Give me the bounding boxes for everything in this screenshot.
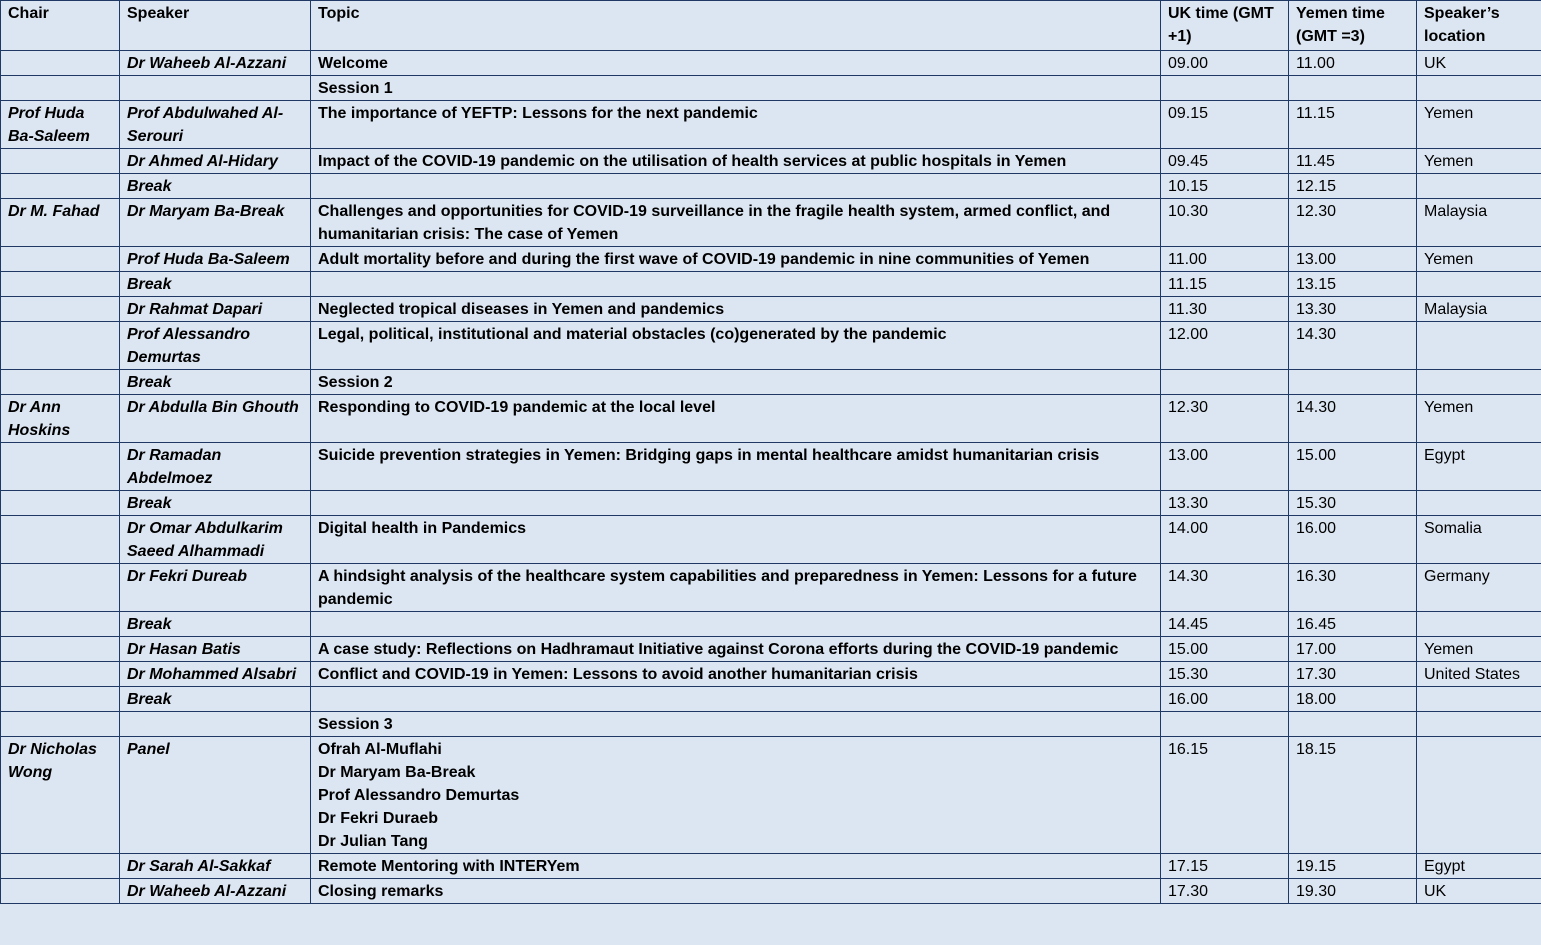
cell-location: Somalia	[1417, 516, 1541, 564]
cell-location: UK	[1417, 51, 1541, 76]
cell-location: Egypt	[1417, 443, 1541, 491]
header-yemen-time: Yemen time (GMT =3)	[1289, 1, 1417, 51]
cell-location: United States	[1417, 662, 1541, 687]
panelist: Dr Maryam Ba-Break	[318, 764, 476, 781]
cell-location	[1417, 712, 1541, 737]
cell-location	[1417, 76, 1541, 101]
cell-yemen-time: 11.45	[1289, 149, 1417, 174]
cell-topic: Remote Mentoring with INTERYem	[311, 854, 1161, 879]
cell-yemen-time: 18.15	[1289, 737, 1417, 854]
table-row	[1, 443, 1541, 491]
cell-uk-time: 12.30	[1161, 395, 1289, 443]
cell-topic	[311, 491, 1161, 516]
cell-yemen-time: 14.30	[1289, 395, 1417, 443]
cell-speaker: Break	[120, 612, 311, 637]
cell-uk-time: 09.45	[1161, 149, 1289, 174]
cell-topic: Suicide prevention strategies in Yemen: Bridging gaps in mental healthcare amidst humanitarian crisis	[311, 443, 1161, 491]
cell-uk-time: 14.45	[1161, 612, 1289, 637]
cell-yemen-time: 18.00	[1289, 687, 1417, 712]
cell-uk-time: 13.30	[1161, 491, 1289, 516]
table-row	[1, 297, 1541, 322]
cell-location: UK	[1417, 879, 1541, 904]
cell-location: Yemen	[1417, 395, 1541, 443]
table-row	[1, 149, 1541, 174]
cell-chair	[1, 322, 120, 370]
cell-chair	[1, 51, 120, 76]
cell-yemen-time: 15.00	[1289, 443, 1417, 491]
cell-speaker: Panel	[120, 737, 311, 854]
cell-chair	[1, 854, 120, 879]
cell-location	[1417, 174, 1541, 199]
cell-chair	[1, 76, 120, 101]
table-row	[1, 491, 1541, 516]
cell-topic: The importance of YEFTP: Lessons for the next pandemic	[311, 101, 1161, 149]
table-row	[1, 662, 1541, 687]
cell-speaker: Dr Fekri Dureab	[120, 564, 311, 612]
cell-yemen-time: 13.30	[1289, 297, 1417, 322]
panelist: Dr Fekri Duraeb	[318, 810, 439, 827]
cell-topic	[311, 612, 1161, 637]
cell-location	[1417, 272, 1541, 297]
schedule-body	[1, 51, 1541, 904]
cell-chair: Dr Ann Hoskins	[1, 395, 120, 443]
cell-yemen-time	[1289, 370, 1417, 395]
cell-uk-time: 11.15	[1161, 272, 1289, 297]
cell-yemen-time: 12.30	[1289, 199, 1417, 247]
cell-yemen-time	[1289, 712, 1417, 737]
cell-topic: Session 3	[311, 712, 1161, 737]
cell-chair	[1, 272, 120, 297]
cell-uk-time: 15.30	[1161, 662, 1289, 687]
cell-chair	[1, 491, 120, 516]
table-row	[1, 51, 1541, 76]
cell-location: Yemen	[1417, 149, 1541, 174]
table-row	[1, 101, 1541, 149]
cell-uk-time	[1161, 712, 1289, 737]
cell-topic	[311, 272, 1161, 297]
cell-location	[1417, 612, 1541, 637]
cell-location: Yemen	[1417, 101, 1541, 149]
table-row	[1, 76, 1541, 101]
cell-chair	[1, 662, 120, 687]
table-row	[1, 272, 1541, 297]
cell-chair	[1, 712, 120, 737]
cell-yemen-time: 15.30	[1289, 491, 1417, 516]
cell-location	[1417, 687, 1541, 712]
cell-topic-panelists	[311, 737, 1161, 854]
cell-speaker: Dr Waheeb Al-Azzani	[120, 879, 311, 904]
cell-topic: Session 1	[311, 76, 1161, 101]
cell-uk-time: 16.15	[1161, 737, 1289, 854]
cell-location	[1417, 491, 1541, 516]
cell-topic: Adult mortality before and during the first wave of COVID-19 pandemic in nine communities of Yemen	[311, 247, 1161, 272]
cell-speaker: Prof Abdulwahed Al-Serouri	[120, 101, 311, 149]
header-chair: Chair	[1, 1, 120, 51]
cell-uk-time: 14.00	[1161, 516, 1289, 564]
table-row	[1, 687, 1541, 712]
cell-location: Egypt	[1417, 854, 1541, 879]
table-row	[1, 854, 1541, 879]
header-location: Speaker’s location	[1417, 1, 1541, 51]
cell-yemen-time: 13.15	[1289, 272, 1417, 297]
table-row	[1, 637, 1541, 662]
table-row	[1, 516, 1541, 564]
cell-speaker	[120, 76, 311, 101]
cell-uk-time: 09.15	[1161, 101, 1289, 149]
table-row	[1, 370, 1541, 395]
cell-topic: Neglected tropical diseases in Yemen and pandemics	[311, 297, 1161, 322]
cell-yemen-time	[1289, 76, 1417, 101]
cell-speaker: Dr Ramadan Abdelmoez	[120, 443, 311, 491]
cell-location	[1417, 370, 1541, 395]
cell-topic: A hindsight analysis of the healthcare system capabilities and preparedness in Yemen: Lessons for a future pandemic	[311, 564, 1161, 612]
cell-topic: Challenges and opportunities for COVID-19 surveillance in the fragile health system, armed conflict, and humanitarian crisis: The case of Yemen	[311, 199, 1161, 247]
table-row	[1, 612, 1541, 637]
table-row-panel	[1, 737, 1541, 854]
table-row	[1, 712, 1541, 737]
cell-speaker: Prof Alessandro Demurtas	[120, 322, 311, 370]
table-row	[1, 564, 1541, 612]
cell-topic: Digital health in Pandemics	[311, 516, 1161, 564]
cell-yemen-time: 13.00	[1289, 247, 1417, 272]
cell-yemen-time: 11.00	[1289, 51, 1417, 76]
cell-location: Malaysia	[1417, 199, 1541, 247]
table-row	[1, 247, 1541, 272]
table-row	[1, 395, 1541, 443]
cell-chair	[1, 247, 120, 272]
table-row	[1, 879, 1541, 904]
cell-chair	[1, 443, 120, 491]
cell-yemen-time: 12.15	[1289, 174, 1417, 199]
cell-uk-time: 15.00	[1161, 637, 1289, 662]
cell-chair	[1, 564, 120, 612]
cell-uk-time: 13.00	[1161, 443, 1289, 491]
cell-uk-time: 17.15	[1161, 854, 1289, 879]
header-topic: Topic	[311, 1, 1161, 51]
cell-yemen-time: 19.30	[1289, 879, 1417, 904]
cell-chair: Prof Huda Ba-Saleem	[1, 101, 120, 149]
header-uk-time: UK time (GMT +1)	[1161, 1, 1289, 51]
cell-location: Yemen	[1417, 247, 1541, 272]
cell-speaker: Dr Mohammed Alsabri	[120, 662, 311, 687]
cell-chair: Dr Nicholas Wong	[1, 737, 120, 854]
cell-uk-time: 10.30	[1161, 199, 1289, 247]
cell-speaker: Break	[120, 491, 311, 516]
cell-chair	[1, 149, 120, 174]
cell-speaker: Dr Sarah Al-Sakkaf	[120, 854, 311, 879]
cell-chair	[1, 687, 120, 712]
cell-chair	[1, 516, 120, 564]
cell-speaker: Dr Waheeb Al-Azzani	[120, 51, 311, 76]
cell-chair: Dr M. Fahad	[1, 199, 120, 247]
cell-topic: Impact of the COVID-19 pandemic on the utilisation of health services at public hospitals in Yemen	[311, 149, 1161, 174]
cell-topic: Session 2	[311, 370, 1161, 395]
cell-location: Malaysia	[1417, 297, 1541, 322]
header-speaker: Speaker	[120, 1, 311, 51]
cell-uk-time	[1161, 370, 1289, 395]
cell-yemen-time: 17.00	[1289, 637, 1417, 662]
cell-uk-time: 17.30	[1161, 879, 1289, 904]
cell-uk-time: 11.00	[1161, 247, 1289, 272]
cell-speaker: Dr Hasan Batis	[120, 637, 311, 662]
cell-topic: Conflict and COVID-19 in Yemen: Lessons to avoid another humanitarian crisis	[311, 662, 1161, 687]
cell-speaker: Dr Ahmed Al-Hidary	[120, 149, 311, 174]
panelist: Ofrah Al-Muflahi	[318, 741, 442, 758]
cell-uk-time: 09.00	[1161, 51, 1289, 76]
cell-yemen-time: 19.15	[1289, 854, 1417, 879]
cell-chair	[1, 637, 120, 662]
cell-speaker: Dr Omar Abdulkarim Saeed Alhammadi	[120, 516, 311, 564]
panelist: Prof Alessandro Demurtas	[318, 787, 520, 804]
cell-speaker: Break	[120, 687, 311, 712]
cell-yemen-time: 16.30	[1289, 564, 1417, 612]
cell-uk-time: 14.30	[1161, 564, 1289, 612]
cell-speaker: Break	[120, 272, 311, 297]
table-row	[1, 199, 1541, 247]
cell-topic	[311, 687, 1161, 712]
table-row	[1, 174, 1541, 199]
cell-chair	[1, 370, 120, 395]
cell-yemen-time: 16.45	[1289, 612, 1417, 637]
cell-location: Yemen	[1417, 637, 1541, 662]
cell-speaker: Dr Abdulla Bin Ghouth	[120, 395, 311, 443]
panelist: Dr Julian Tang	[318, 833, 428, 850]
header-row	[1, 1, 1541, 51]
cell-uk-time: 10.15	[1161, 174, 1289, 199]
cell-speaker: Prof Huda Ba-Saleem	[120, 247, 311, 272]
cell-yemen-time: 17.30	[1289, 662, 1417, 687]
cell-uk-time: 16.00	[1161, 687, 1289, 712]
cell-yemen-time: 14.30	[1289, 322, 1417, 370]
cell-speaker: Break	[120, 174, 311, 199]
cell-topic: Legal, political, institutional and material obstacles (co)generated by the pandemic	[311, 322, 1161, 370]
cell-topic: A case study: Reflections on Hadhramaut Initiative against Corona efforts during the COVID-19 pandemic	[311, 637, 1161, 662]
cell-location: Germany	[1417, 564, 1541, 612]
cell-yemen-time: 11.15	[1289, 101, 1417, 149]
cell-speaker: Break	[120, 370, 311, 395]
cell-topic	[311, 174, 1161, 199]
cell-speaker: Dr Maryam Ba-Break	[120, 199, 311, 247]
cell-chair	[1, 879, 120, 904]
cell-chair	[1, 612, 120, 637]
cell-speaker: Dr Rahmat Dapari	[120, 297, 311, 322]
cell-location	[1417, 737, 1541, 854]
cell-topic: Responding to COVID-19 pandemic at the local level	[311, 395, 1161, 443]
cell-yemen-time: 16.00	[1289, 516, 1417, 564]
cell-location	[1417, 322, 1541, 370]
cell-chair	[1, 297, 120, 322]
cell-chair	[1, 174, 120, 199]
cell-uk-time: 12.00	[1161, 322, 1289, 370]
table-row	[1, 322, 1541, 370]
cell-topic: Closing remarks	[311, 879, 1161, 904]
cell-speaker	[120, 712, 311, 737]
cell-uk-time: 11.30	[1161, 297, 1289, 322]
cell-topic: Welcome	[311, 51, 1161, 76]
cell-uk-time	[1161, 76, 1289, 101]
